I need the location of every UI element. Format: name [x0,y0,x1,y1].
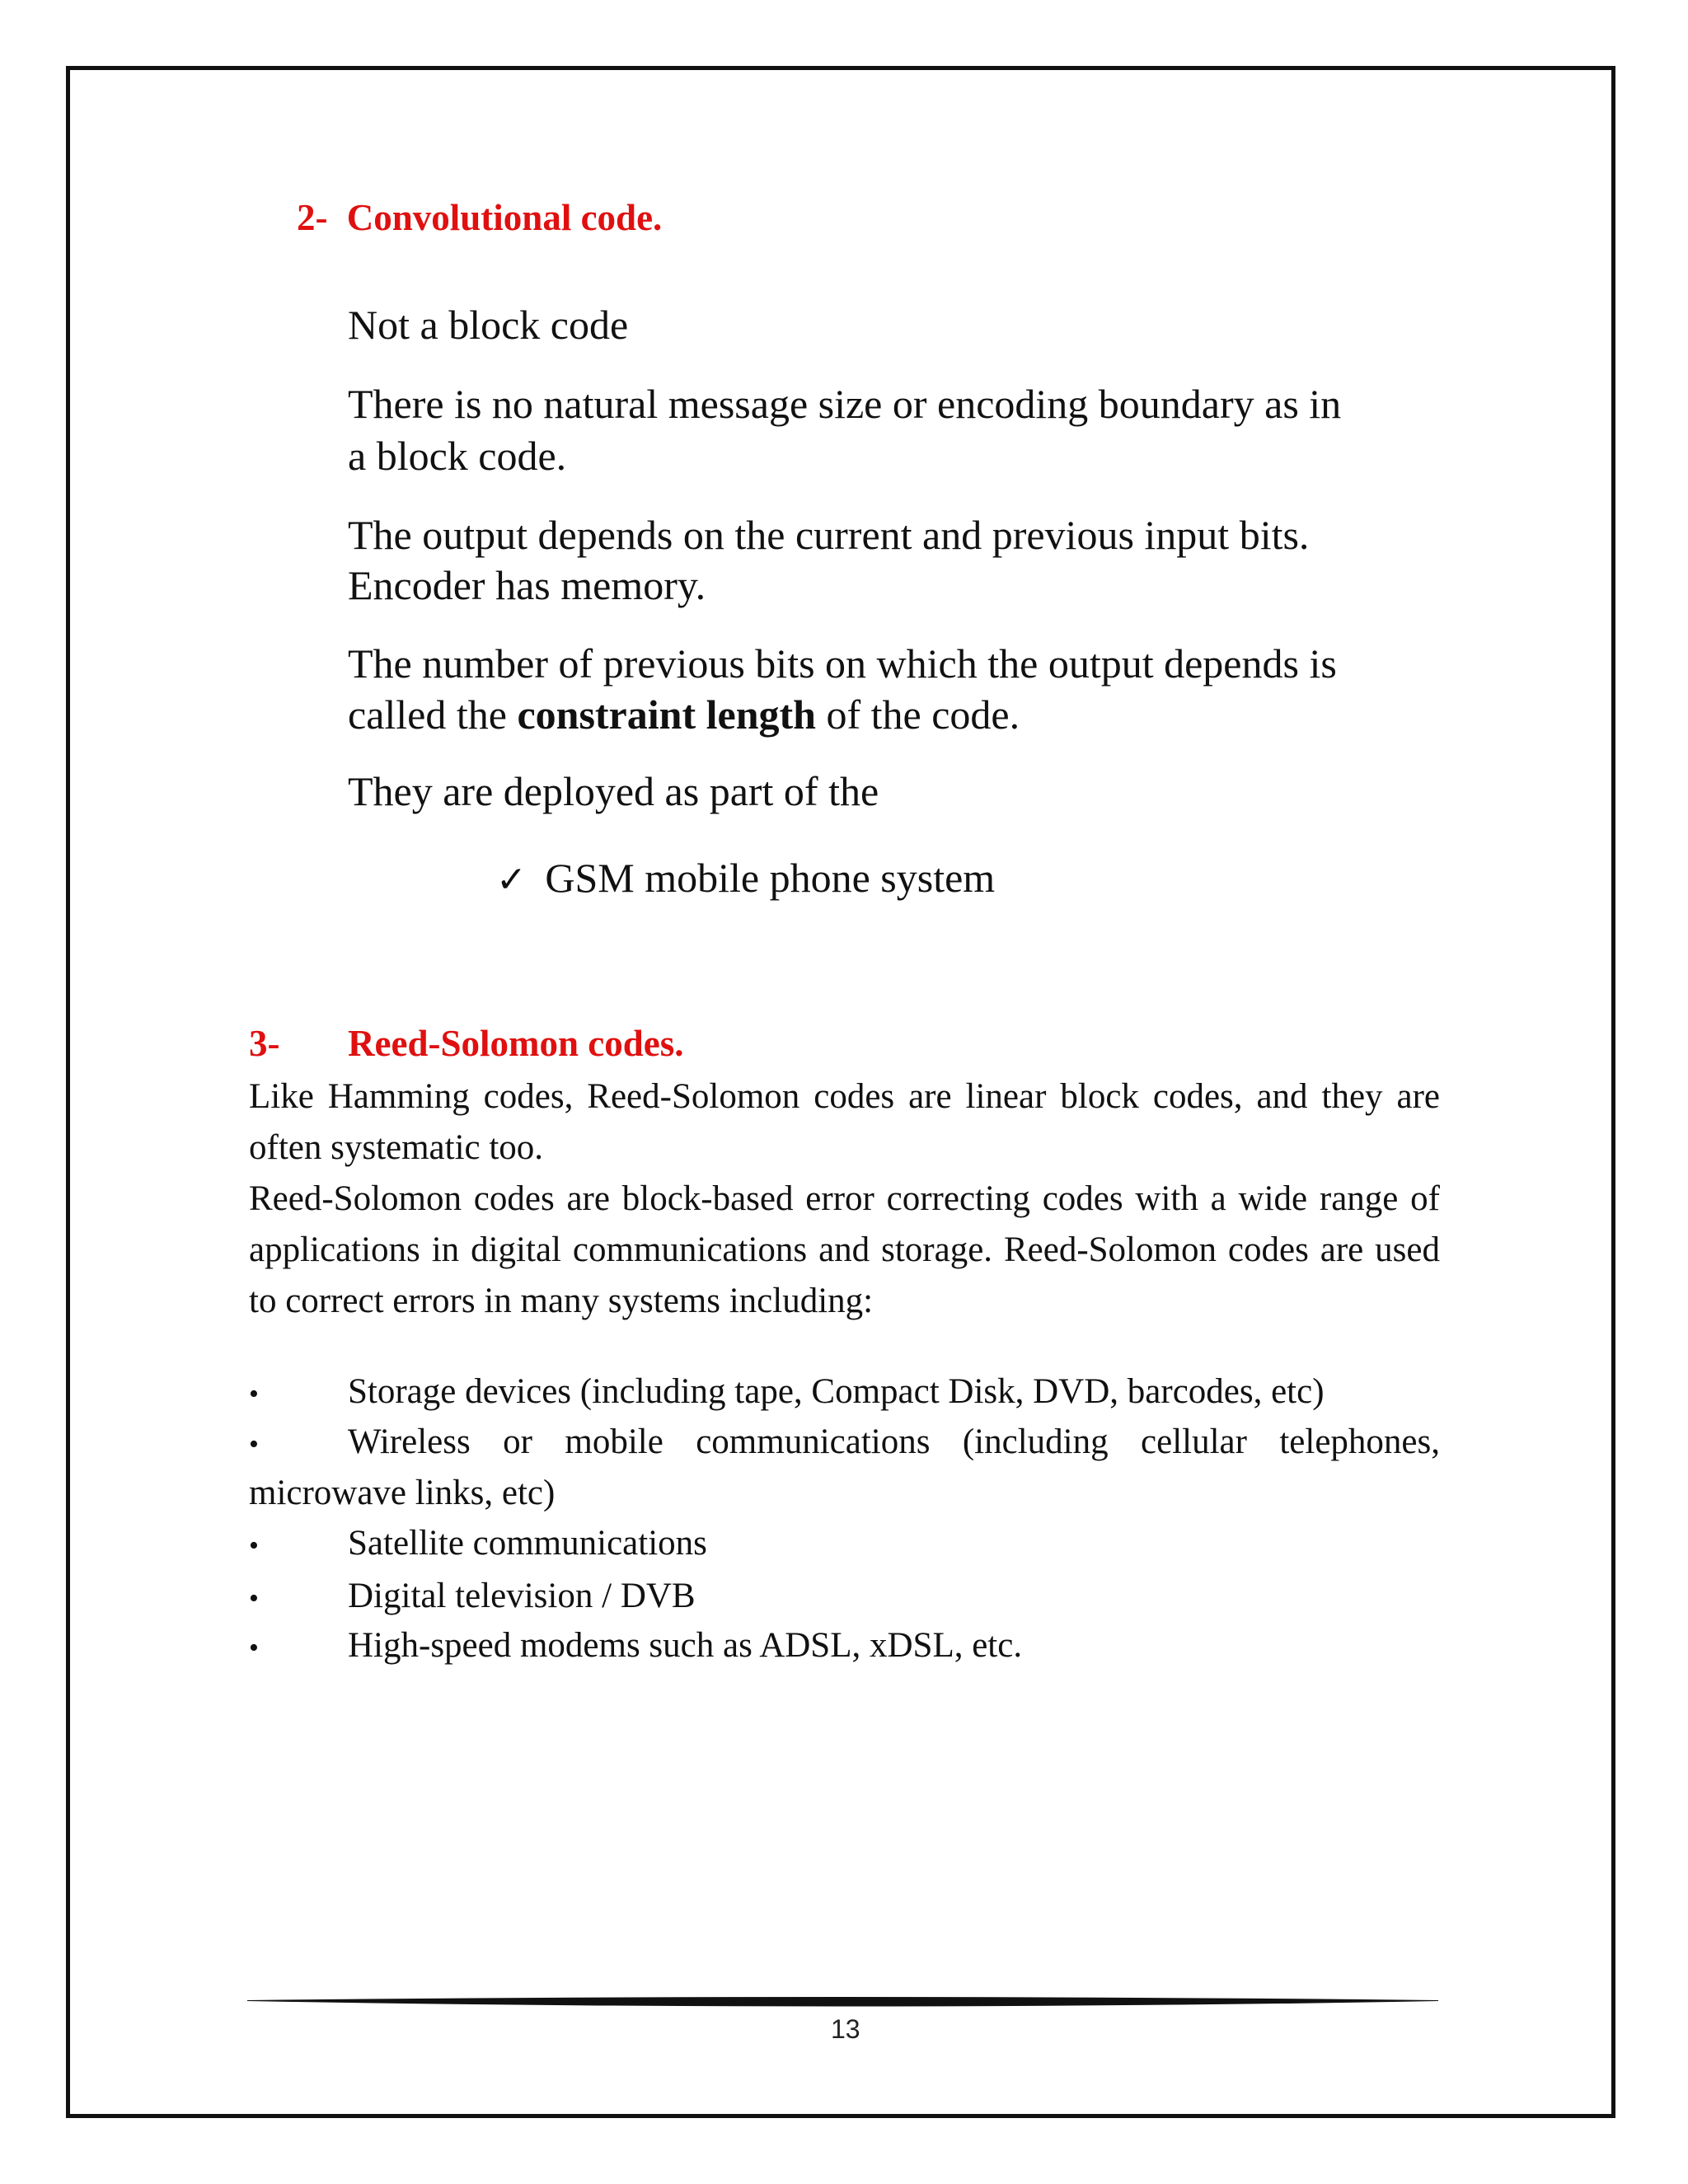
reed-solomon-para-2: Reed-Solomon codes are block-based error correcting codes with a wide range of applications in digital communications and storage. Reed-Solomon codes are used to correct errors in many systems including: [249,1179,1440,1320]
bullet-icon: • [249,1530,259,1561]
section-2-heading [297,196,662,239]
convolutional-para-2-line-1: There is no natural message size or encoding boundary as in [348,381,1342,427]
bullet-icon: • [249,1583,259,1614]
convolutional-para-2-line-2: a block code. [348,433,567,479]
footer-rule [247,1990,1438,2015]
bullet-text: Wireless or mobile communications (including cellular telephones, [348,1422,1440,1461]
convolutional-line-1: Not a block code [348,302,629,348]
section-2-title: Convolutional code. [346,197,663,238]
para-4-post-text: of the code. [826,691,1020,738]
page-number: 13 [831,2014,860,2044]
convolutional-para-4-line-2 [348,689,1020,740]
section-2-number: 2- [297,197,328,238]
bullet-text: High-speed modems such as ADSL, xDSL, etc. [348,1626,1023,1665]
convolutional-para-4-line-1: The number of previous bits on which the output depends is [348,640,1337,687]
reed-solomon-para-1: Like Hamming codes, Reed-Solomon codes are linear block codes, and they are often systematic too. [249,1077,1440,1167]
bullet-icon: • [249,1379,259,1409]
convolutional-para-3-line-2: Encoder has memory. [348,562,706,608]
bullet-icon: • [249,1633,259,1663]
bullet-item [249,1366,1325,1420]
section-3-title: Reed-Solomon codes. [348,1023,684,1064]
bullet-text: Satellite communications [348,1524,707,1563]
checkmark-icon: ✓ [496,859,527,901]
check-list-item-text: GSM mobile phone system [545,855,996,901]
para-4-pre-text: called the [348,691,507,738]
constraint-length-term: constraint length [517,691,816,738]
bullet-item [249,1417,1440,1470]
bullet-item [249,1620,1023,1674]
convolutional-line-5: They are deployed as part of the [348,768,879,814]
section-3-heading [249,1022,684,1065]
convolutional-para-3-line-1: The output depends on the current and previous input bits. [348,512,1310,558]
bullet-item [249,1571,696,1624]
bullet-icon: • [249,1429,259,1460]
section-3-number: 3- [249,1023,280,1064]
bullet-continuation: microwave links, etc) [249,1474,556,1512]
check-list-item [496,852,995,906]
bullet-text: Storage devices (including tape, Compact Disk, DVD, barcodes, etc) [348,1372,1325,1411]
bullet-item [249,1518,707,1572]
bullet-text: Digital television / DVB [348,1577,696,1615]
